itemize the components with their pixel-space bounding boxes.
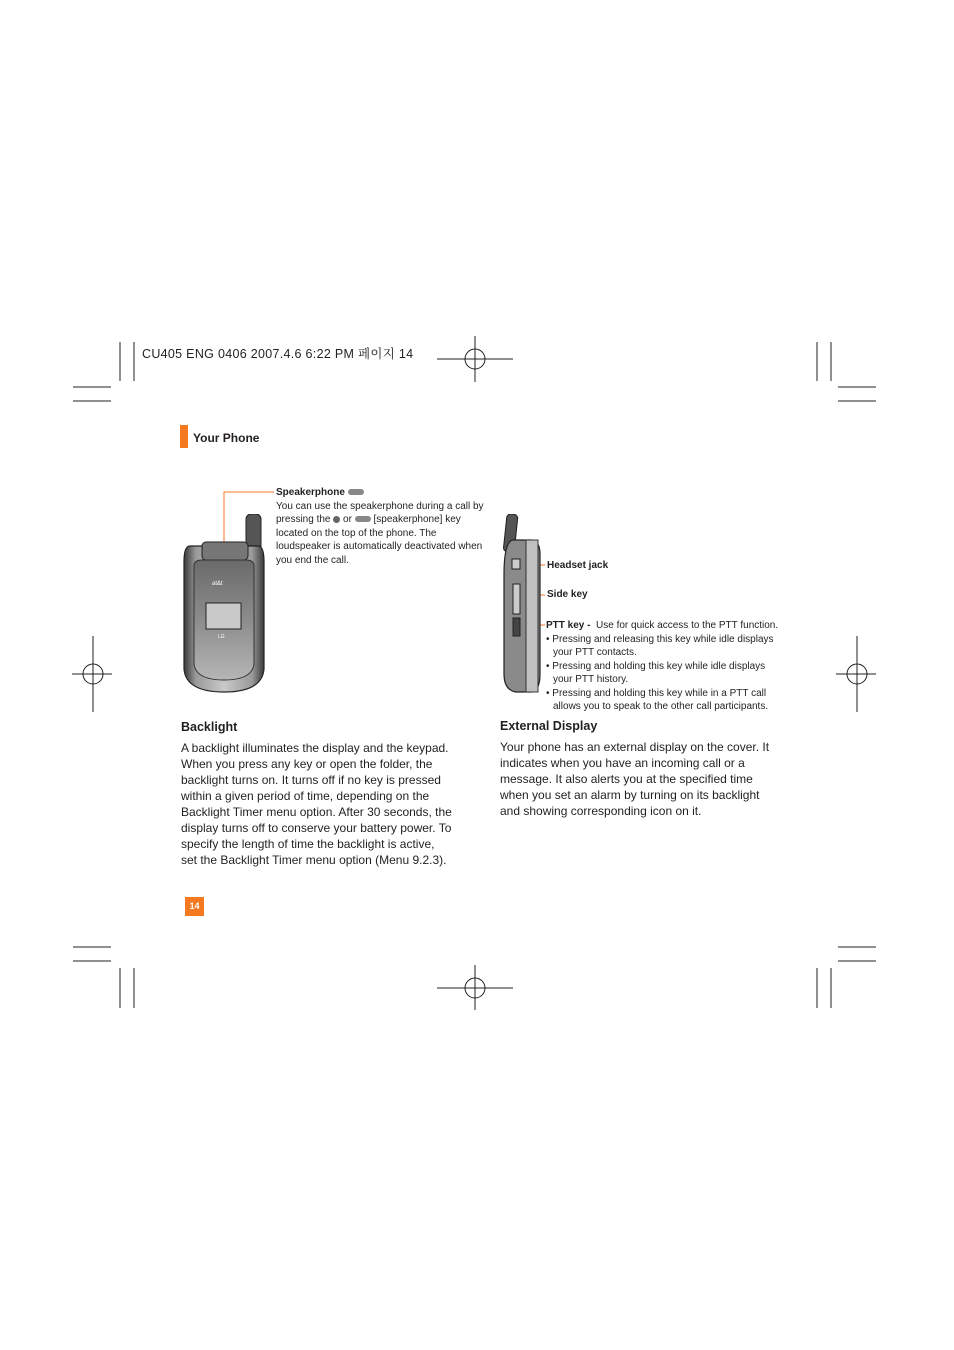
- ptt-bullet: • Pressing and holding this key while in a PTT call allows you to speak to the other call participants.: [546, 687, 769, 712]
- speakerphone-text-2: or: [343, 514, 352, 525]
- speakerphone-text-1: You can use the speakerphone during a call by pressing the: [276, 500, 484, 525]
- phone-side-illustration: [502, 514, 542, 694]
- side-key-label: Side key: [547, 589, 588, 600]
- page-number: 14: [185, 897, 204, 916]
- backlight-heading: Backlight: [181, 720, 238, 734]
- phone-front-illustration: [182, 514, 266, 694]
- ptt-key-label: PTT key -: [546, 620, 591, 631]
- ptt-bullet: • Pressing and holding this key while idle displays your PTT history.: [546, 660, 766, 685]
- ptt-key-description: Use for quick access to the PTT function.: [596, 620, 779, 631]
- speakerphone-key-icon: [348, 489, 364, 495]
- speakerphone-key-icon-inline: [355, 516, 371, 522]
- speakerphone-callout: [276, 486, 491, 567]
- external-display-paragraph: Your phone has an external display on the cover. It indicates when you have an incoming call or a message. It also alerts you at the specified time when you set an alarm by turning on its backlight and showing corresponding icon on it.: [500, 740, 770, 818]
- section-title: Your Phone: [193, 431, 260, 445]
- headset-jack-label: Headset jack: [547, 560, 609, 571]
- ptt-bullet: • Pressing and releasing this key while idle displays your PTT contacts.: [546, 633, 774, 658]
- brand-logo: LG: [218, 634, 225, 640]
- external-display-heading: External Display: [500, 719, 598, 733]
- speakerphone-title: Speakerphone: [276, 487, 345, 498]
- end-key-icon: [333, 516, 340, 523]
- carrier-logo: at&t: [212, 581, 223, 587]
- backlight-paragraph: A backlight illuminates the display and the keypad. When you press any key or open the folder, the backlight turns on. It turns off if no key is pressed within a given period of time, depending on the Backlight Timer menu option. After 30 seconds, the display turns off to conserve your battery power. To specify the length of time the backlight is active, set the Backlight Timer menu option (Menu 9.2.3).: [181, 741, 452, 867]
- speakerphone-text-3: [speakerphone] key located on the top of the phone. The loudspeaker is automatically deactivated when you end the call.: [276, 514, 483, 566]
- ptt-key-callout: [546, 619, 786, 714]
- print-header: CU405 ENG 0406 2007.4.6 6:22 PM 페이지 14: [142, 347, 414, 361]
